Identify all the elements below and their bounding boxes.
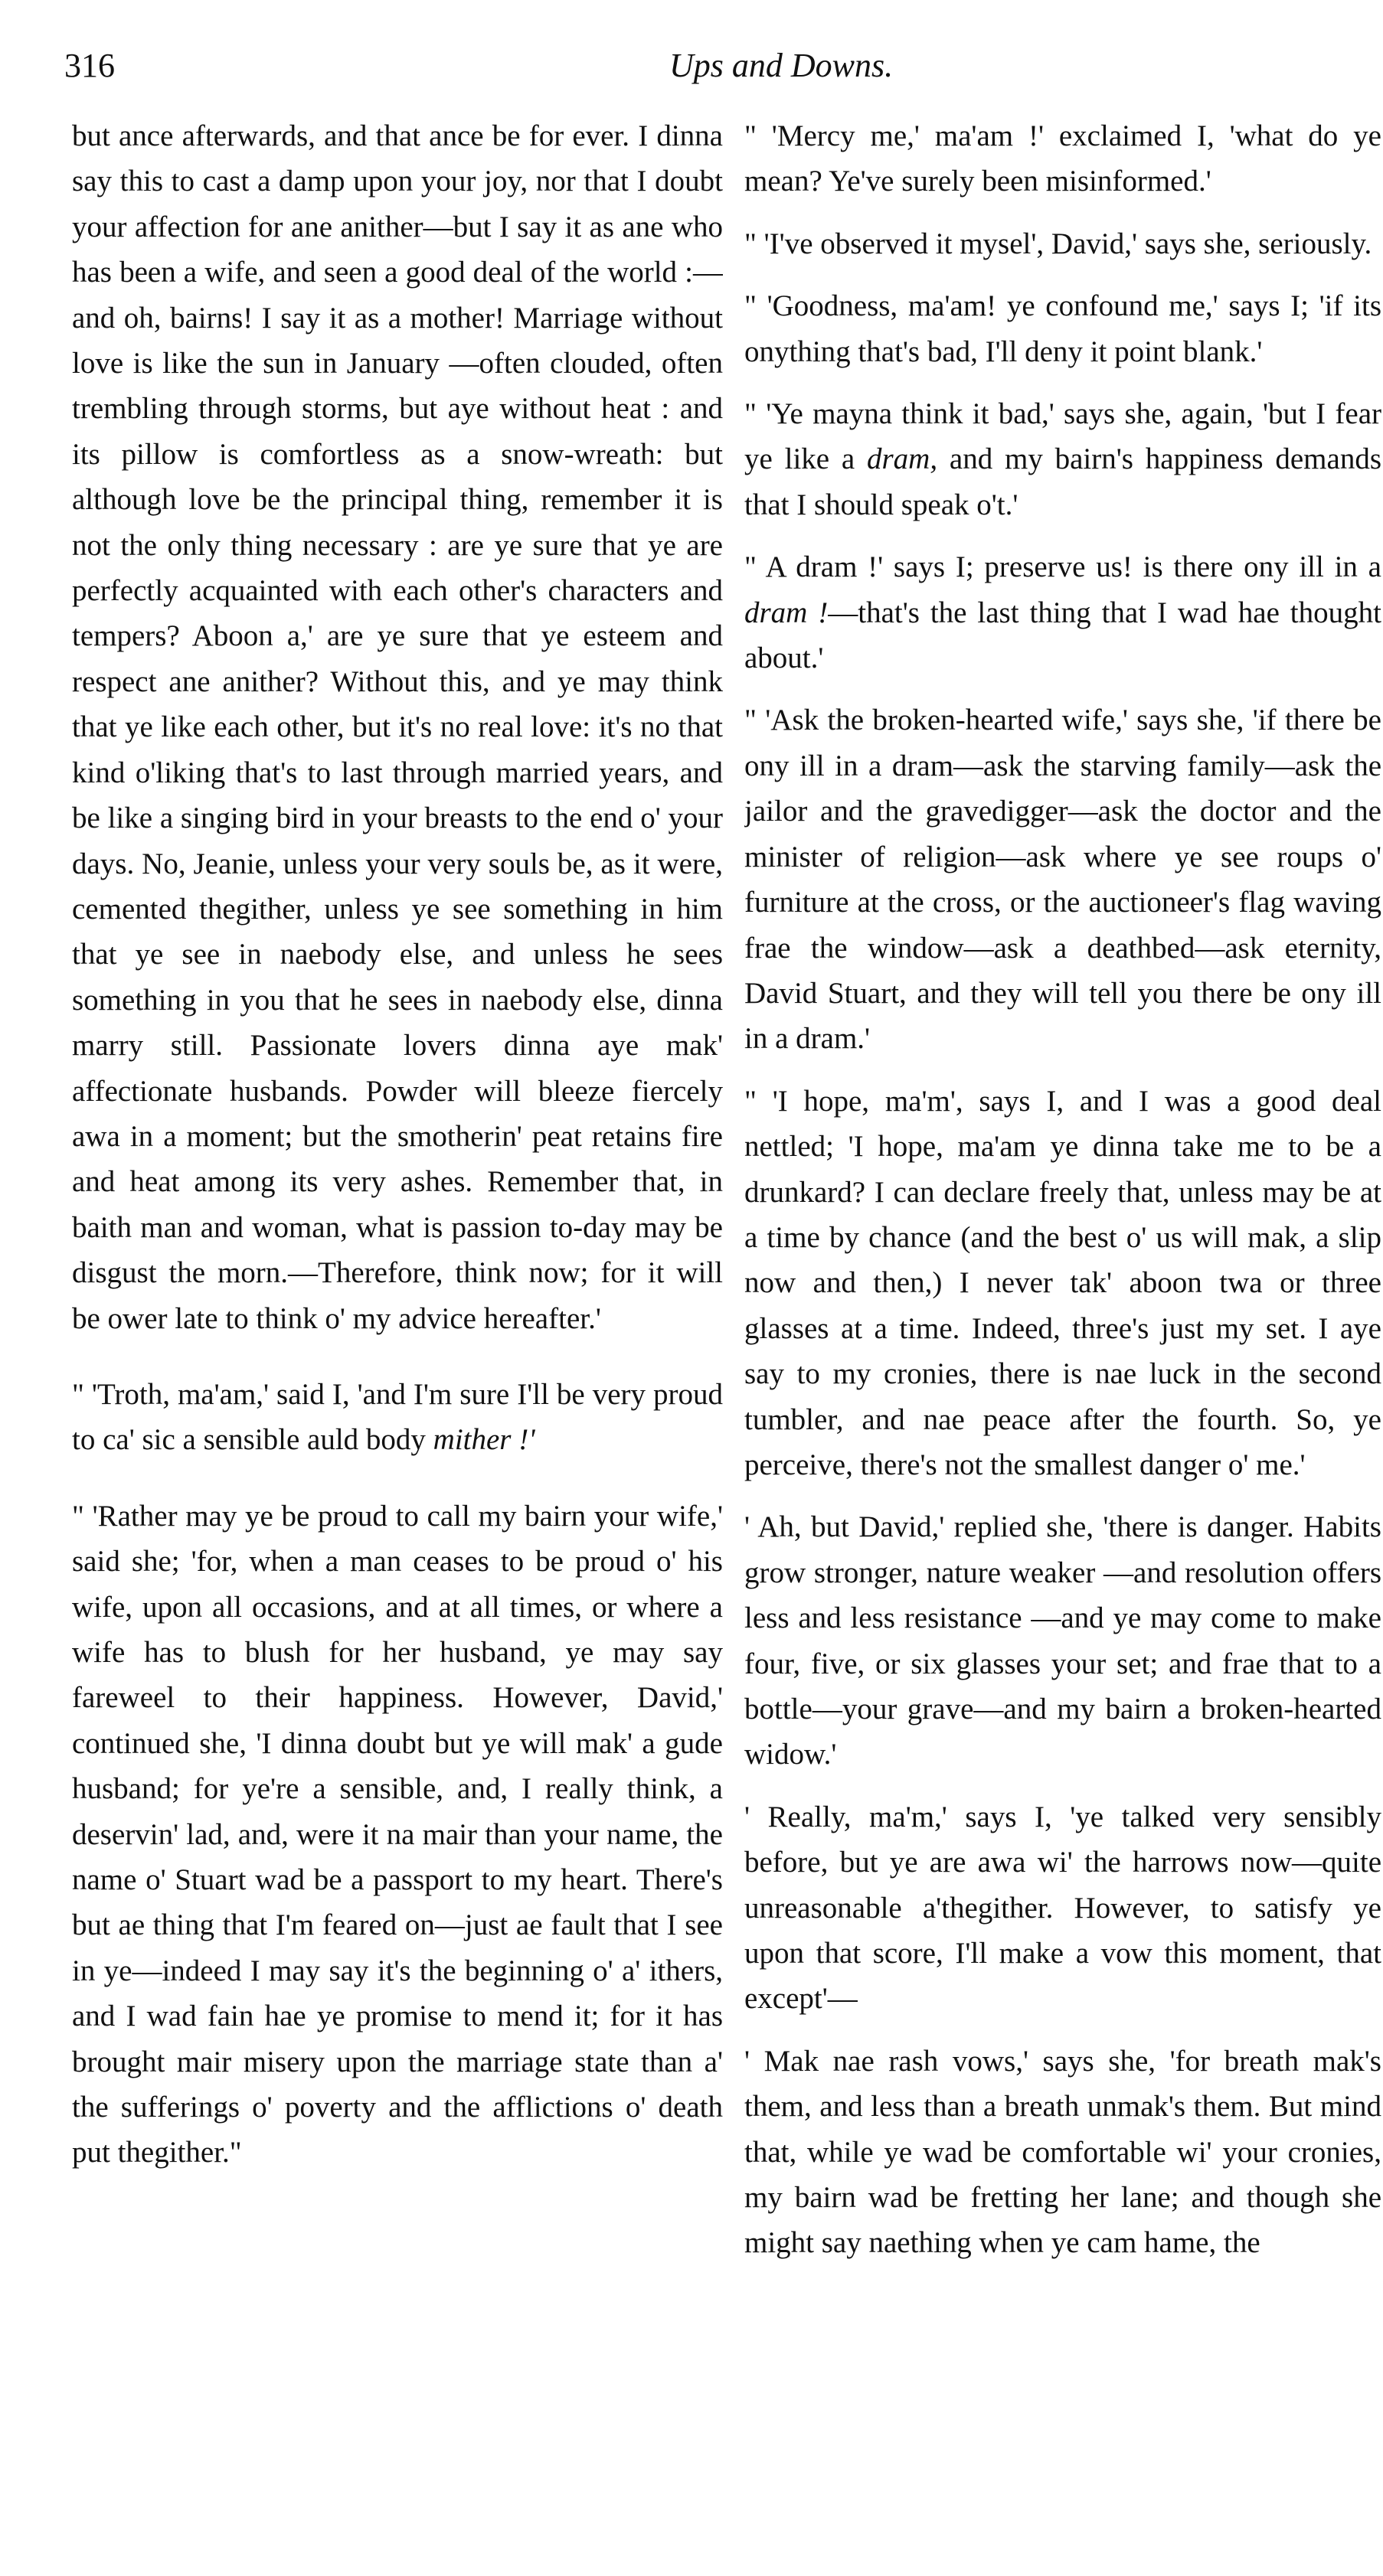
left-paragraph-1: but ance afterwards, and that ance be for ever. I dinna say this to cast a damp upon your joy, nor that I doubt your affection for ane anither—but I say it as ane who has been a wife, and seen a good deal of the world :—and oh, bairns! I say it as a mother! Marriage without love is like the sun in January —often clouded, often trembling through storms, but aye without heat : and its pillow is comfortless as a snow-wreath: but although love be the principal thing, remember it is not the only thing necessary : are ye sure that ye are perfectly acquainted with each other's characters and tempers? Aboon a,' are ye sure that ye esteem and respect ane anither? Without this, and ye may think that ye like each other, but it's no real love: it's no that kind o'liking that's to last through married years, and be like a singing bird in your breasts to the end o' your days. No, Jeanie, unless your very souls be, as it were, cemented thegither, unless ye see something in him that ye see in naebody else, and unless he sees something in you that he sees in naebody else, dinna marry still. Passionate lovers dinna aye mak' affectionate husbands. Powder will bleeze fiercely awa in a moment; but the smotherin' peat retains fire and heat among its very ashes. Remember that, in baith man and woman, what is passion to-day may be disgust the morn.—Therefore, think now; for it will be ower late to think o' my advice hereafter.' [72,119,723,1335]
left-paragraph-2-italic: mither !' [433,1423,535,1457]
left-paragraph-2 [72,1372,723,1463]
right-paragraph-4 [744,391,1381,527]
right-paragraph-4-tail: and my bairn's happiness demands that I should speak o't.' [744,442,1381,521]
right-paragraph-4-italic: dram, [867,442,938,476]
left-column [72,113,723,2555]
right-paragraph-5 [744,544,1381,681]
right-paragraph-6: " 'Ask the broken-hearted wife,' says she, 'if there be ony ill in a dram—ask the starving family—ask the jailor and the gravedigger—ask the doctor and the minister of religion—ask where ye see roups o' furniture at the cross, or the auctioneer's flag waving frae the window—ask a deathbed—ask eternity, David Stuart, and they will tell you there be ony ill in a dram.' [744,704,1381,1056]
running-title: Ups and Downs. [669,47,894,84]
right-paragraph-1: " 'Mercy me,' ma'am !' exclaimed I, 'what do ye mean? Ye've surely been misinformed.' [744,119,1381,198]
page-header [64,46,1352,107]
right-paragraph-5-text: " A dram !' says I; preserve us! is there ony ill in a [744,550,1381,584]
right-column [744,113,1381,2555]
right-paragraph-2: " 'I've observed it mysel', David,' says she, seriously. [744,227,1372,260]
right-paragraph-9: ' Really, ma'm,' says I, 'ye talked very sensibly before, but ye are awa wi' the harrows now—quite unreasonable a'thegither. However, to satisfy ye upon that score, I'll make a vow this moment, that except'— [744,1800,1381,2016]
right-paragraph-8: ' Ah, but David,' replied she, 'there is danger. Habits grow stronger, nature weaker —and resolution offers less and less resistance —and ye may come to make four, five, or six glasses your set; and frae that to a bottle—your grave—and my bairn a broken-hearted widow.' [744,1510,1381,1771]
right-paragraph-5-italic: dram ! [744,596,829,629]
page-number: 316 [64,47,115,84]
left-paragraph-2-text: " 'Troth, ma'am,' said I, 'and I'm sure I'll be very proud to ca' sic a sensible auld body [72,1377,723,1457]
right-paragraph-3: " 'Goodness, ma'am! ye confound me,' says I; 'if its onything that's bad, I'll deny it point blank.' [744,289,1381,368]
right-paragraph-7: " 'I hope, ma'm', says I, and I was a good deal nettled; 'I hope, ma'am ye dinna take me to be a drunkard? I can declare freely that, unless may be at a time by chance (and the best o' us will mak, a slip now and then,) I never tak' aboon twa or three glasses at a time. Indeed, three's just my set. I aye say to my cronies, there is nae luck in the second tumbler, and nae peace after the fourth. So, ye perceive, there's not the smallest danger o' me.' [744,1084,1381,1481]
right-paragraph-4-text: " 'Ye mayna think it bad,' says she, again, 'but I fear ye like a [744,397,1381,476]
right-paragraph-5-tail: —that's the last thing that I wad hae thought about.' [744,596,1381,675]
left-paragraph-3: " 'Rather may ye be proud to call my bairn your wife,' said she; 'for, when a man ceases to be proud o' his wife, upon all occasions, and at all times, or where a wife has to blush for her husband, ye may say fareweel to their happiness. However, David,' continued she, 'I dinna doubt but ye will mak' a gude husband; for ye're a sensible, and, I really think, a deservin' lad, and, were it na mair than your name, the name o' Stuart wad be a passport to my heart. There's but ae thing that I'm feared on—just ae fault that I see in ye—indeed I may say it's the beginning o' a' ithers, and I wad fain hae ye promise to mend it; for it has brought mair misery upon the marriage state than a' the sufferings o' poverty and the afflictions o' death put thegither." [72,1499,723,2170]
right-paragraph-10: ' Mak nae rash vows,' says she, 'for breath mak's them, and less than a breath unmak's them. But mind that, while ye wad be comfortable wi' your cronies, my bairn wad be fretting her lane; and though she might say naething when ye cam hame, the [744,2044,1381,2260]
